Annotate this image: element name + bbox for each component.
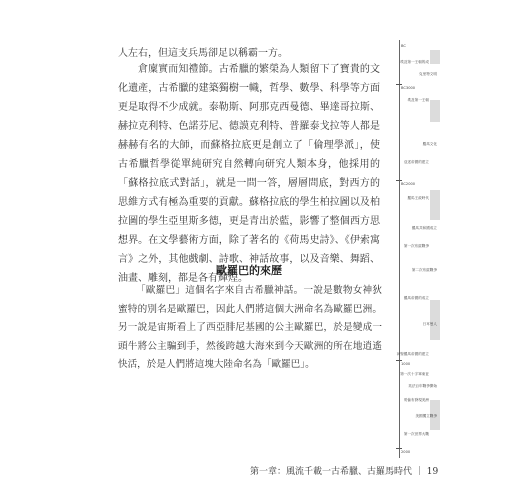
timeline-item: 埃及第一王朝的成 <box>400 60 429 64</box>
page-footer: 第一章：風流千載一古希臘、古羅馬時代 ｜ 19 <box>250 467 439 477</box>
timeline-shade <box>430 50 440 64</box>
timeline-item: 羅馬共和國成立 <box>411 226 437 230</box>
timeline-axis <box>399 40 400 458</box>
timeline-item: 埃及第一王朝 <box>407 98 429 102</box>
timeline-item: BC <box>401 44 406 48</box>
timeline-item: 神聖羅馬帝國的建立 <box>396 352 429 356</box>
timeline-item: 日耳曼人 <box>422 322 437 326</box>
timeline-marker <box>396 360 402 361</box>
timeline-item: 羅馬文化 <box>422 142 437 146</box>
timeline-item: BC3000 <box>401 86 416 90</box>
timeline-item: 羅馬王政時代 <box>407 196 429 200</box>
timeline-item: 第一次十字軍東征 <box>400 372 429 376</box>
timeline-item: 克里特文明 <box>419 72 437 76</box>
section-heading: 歐羅巴的來歷 <box>216 264 282 277</box>
timeline-item: 1000 <box>401 362 411 366</box>
timeline-marker <box>396 84 402 85</box>
timeline-item: 2000 <box>401 450 411 454</box>
timeline-item: 英法百年戰爭開始 <box>408 384 437 388</box>
body-paragraph-section: 「歐羅巴」這個名字來自古希臘神話。一說是數物女神狄蜜特的別名是歐羅巴，因此人們將這個大洲命名為歐羅巴洲。另一說是宙斯看上了西亞腓尼基國的公主歐羅巴，於是變成一頭牛將公主騙到手，然後跨越大海來到今天歐洲的所在地逍遙快活，於是人們將這塊大陸命名為「歐羅巴」。 <box>118 285 382 371</box>
timeline-shade <box>430 190 440 220</box>
timeline-item: 第二次布匿戰爭 <box>411 268 437 272</box>
timeline-item: 亞述帝國的建立 <box>403 160 429 164</box>
body-paragraph-main: 倉廩實而知禮節。古希臘的繁榮為人類留下了寶貴的文化遺產，古希臘的建築獨樹一幟，哲學、數學、科學等方面更是取得不少成就。泰勒斯、阿那克西曼德、畢達哥拉斯、赫拉克利特、色諾芬尼、德謨克利特、普羅泰戈拉等人都是赫赫有名的大師，而蘇格拉底更是創立了「倫理學派」，使古希臘哲學從單純研究自然轉向研究人類本身，他採用的「蘇格拉底式對話」，就是一問一答，層層問底，對西方的思維方式有極為重要的貢獻。蘇格拉底的學生柏拉圖以及柏拉圖的學生亞里斯多德，更是青出於藍，影響了整個西方思想界。在文學藝術方面，除了著名的《荷馬史詩》、《伊索寓言》之外，其他戲劇、詩歌、神話故事，以及音樂、舞蹈、油畫、雕刻，都是各有輝煌。 <box>118 64 380 284</box>
timeline-item: 羅馬帝國的成立 <box>403 296 429 300</box>
timeline-item: 第一次布匿戰爭 <box>403 244 429 248</box>
timeline-item: 美國獨立戰爭 <box>415 414 437 418</box>
timeline-shade <box>430 300 440 340</box>
timeline-item: 哥倫布發現美洲 <box>403 398 429 402</box>
timeline-item: 第一次世界大戰 <box>403 432 429 436</box>
timeline-marker <box>396 180 402 181</box>
body-paragraph-top: 人左右，但這支兵馬卻足以稱霸一方。 <box>118 48 288 59</box>
timeline-marker <box>396 448 402 449</box>
timeline-item: BC2000 <box>401 182 416 186</box>
timeline-shade <box>430 100 440 122</box>
